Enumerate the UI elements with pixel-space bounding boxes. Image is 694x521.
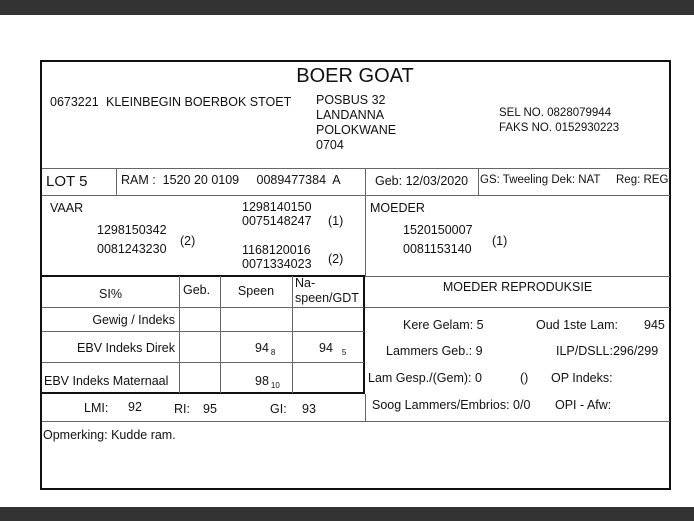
gs-dek: GS: Tweeling Dek: NAT <box>480 174 601 186</box>
bottom-bar <box>0 507 694 521</box>
oud-1ste-lam-value: 945 <box>644 318 665 332</box>
maternaal-speen-value <box>255 374 280 393</box>
sire-sire-grade: (1) <box>328 214 344 228</box>
row-label-direk: EBV Indeks Direk <box>77 341 175 355</box>
geb-header: Geb. <box>183 283 211 297</box>
row-label-gewig: Gewig / Indeks <box>92 313 175 327</box>
ilp-dsll: ILP/DSLL:296/299 <box>556 344 659 358</box>
breeder-name: KLEINBEGIN BOERBOK STOET <box>106 95 292 109</box>
divider <box>365 394 366 421</box>
card-title: BOER GOAT <box>296 65 414 87</box>
dam-label: MOEDER <box>370 201 425 215</box>
lammers-geb: Lammers Geb.: 9 <box>386 344 483 358</box>
ram-id: RAM : 1520 20 0109 0089477384 A <box>121 173 341 187</box>
direk-naspeen-value <box>319 341 346 360</box>
address-line-4: 0704 <box>316 138 344 152</box>
si-header: SI% <box>99 287 122 301</box>
row-label-maternaal: EBV Indeks Maternaal <box>44 374 169 388</box>
divider <box>42 307 364 308</box>
sire-dam-reg: 0071334023 <box>242 257 312 271</box>
address-line-1: POSBUS 32 <box>316 93 386 107</box>
dam-grade: (1) <box>492 234 508 248</box>
lam-gesp-avg: () <box>520 371 529 385</box>
accuracy: 5 <box>341 348 347 357</box>
dam-id: 1520150007 <box>403 223 473 237</box>
border-bottom <box>40 488 671 490</box>
divider <box>42 195 670 196</box>
si-table-border <box>42 392 365 394</box>
accuracy: 8 <box>270 348 276 357</box>
registration: Reg: REG <box>616 174 669 186</box>
sire-grade: (2) <box>180 234 196 248</box>
naspeen-header-line2: speen/GDT <box>295 291 359 305</box>
soog-lammers: Soog Lammers/Embrios: 0/0 <box>372 398 531 412</box>
value: 98 <box>255 374 269 388</box>
kere-gelam: Kere Gelam: 5 <box>403 318 484 332</box>
oud-1ste-lam-label: Oud 1ste Lam: <box>536 318 618 332</box>
fax-number: FAKS NO. 0152930223 <box>499 122 620 134</box>
gi-label: GI: <box>270 402 287 416</box>
divider <box>116 168 117 195</box>
accuracy: 10 <box>270 381 280 390</box>
value: 94 <box>319 341 333 355</box>
address-line-3: POLOKWANE <box>316 123 397 137</box>
lmi-label: LMI: <box>84 401 109 415</box>
divider <box>478 168 479 195</box>
divider <box>42 421 670 422</box>
border-right <box>669 60 671 490</box>
divider <box>365 276 670 277</box>
divider <box>42 331 364 332</box>
birth-date: Geb: 12/03/2020 <box>375 174 469 188</box>
sire-reg: 0081243230 <box>97 242 167 256</box>
divider <box>365 307 670 308</box>
ri-label: RI: <box>174 402 190 416</box>
lot-number: LOT 5 <box>46 173 88 190</box>
dam-reg: 0081153140 <box>403 242 472 256</box>
opi-afw: OPI - Afw: <box>555 398 612 412</box>
value: 94 <box>255 341 269 355</box>
gi-value: 93 <box>302 402 316 416</box>
sire-dam-grade: (2) <box>328 252 344 266</box>
ri-value: 95 <box>203 402 217 416</box>
sire-dam-id: 1168120016 <box>242 243 311 257</box>
address-line-2: LANDANNA <box>316 108 385 122</box>
naspeen-header-line1: Na- <box>295 276 316 290</box>
divider <box>292 276 293 393</box>
lmi-value: 92 <box>128 400 142 414</box>
si-table-border <box>42 275 365 277</box>
divider <box>42 362 364 363</box>
remarks: Opmerking: Kudde ram. <box>43 428 176 442</box>
op-indeks: OP Indeks: <box>551 371 613 385</box>
divider <box>365 168 366 276</box>
sire-label: VAAR <box>50 201 84 215</box>
sire-sire-id: 1298140150 <box>242 200 312 214</box>
direk-speen-value <box>255 341 275 360</box>
breeder-code: 0673221 <box>50 95 99 109</box>
top-bar <box>0 0 694 15</box>
sire-id: 1298150342 <box>97 223 167 237</box>
divider <box>42 168 670 169</box>
border-top <box>40 60 671 62</box>
lam-gesp: Lam Gesp./(Gem): 0 <box>368 371 482 385</box>
sire-sire-reg: 0075148247 <box>242 214 312 228</box>
phone-number: SEL NO. 0828079944 <box>499 107 612 119</box>
reproduction-title: MOEDER REPRODUKSIE <box>442 280 593 294</box>
speen-header: Speen <box>237 284 275 298</box>
divider <box>179 276 180 393</box>
